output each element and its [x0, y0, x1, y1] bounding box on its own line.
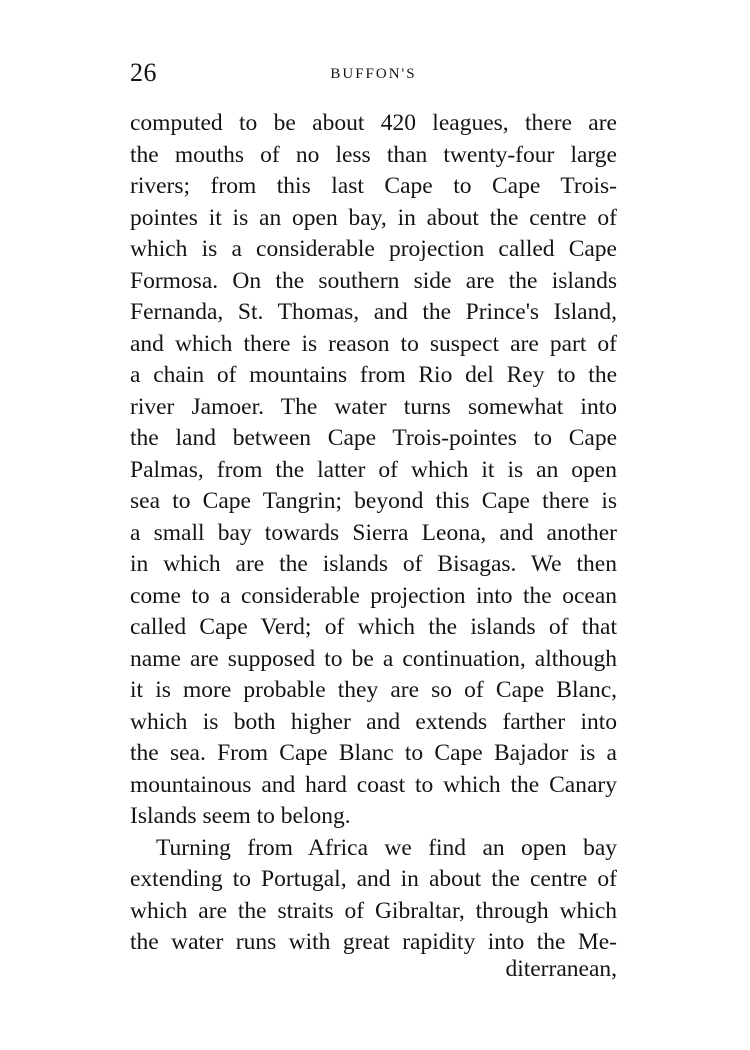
text-line: computed to be about 420 leagues, there are [130, 110, 617, 136]
text-line: Fernanda, St. Thomas, and the Prince's Island, [130, 299, 617, 325]
catchword: diterranean, [505, 956, 617, 982]
text-line: come to a considerable projection into the ocean [130, 582, 617, 609]
text-line: which are the straits of Gibraltar, through which [130, 897, 617, 924]
running-head [130, 58, 617, 92]
paragraph-start-line: Turning from Africa we find an open bay [156, 834, 617, 861]
text-line: mountainous and hard coast to which the Canary [130, 771, 617, 798]
text-line: the land between Cape Trois-pointes to Cape [130, 425, 617, 451]
text-line: the mouths of no less than twenty-four large [130, 141, 617, 168]
body-text [130, 108, 617, 959]
text-line: the water runs with great rapidity into the Me- [130, 929, 617, 955]
text-line: sea to Cape Tangrin; beyond this Cape there is [130, 488, 617, 514]
text-line: which is a considerable projection called Cape [130, 236, 617, 262]
text-line: and which there is reason to suspect are part of [130, 330, 617, 357]
text-line: in which are the islands of Bisagas. We then [130, 551, 617, 577]
text-line: name are supposed to be a continuation, although [130, 645, 617, 672]
text-line: rivers; from this last Cape to Cape Trois- [130, 173, 617, 199]
text-line: extending to Portugal, and in about the centre of [130, 866, 617, 892]
text-line: pointes it is an open bay, in about the centre of [130, 204, 617, 231]
running-title: BUFFON'S [330, 66, 417, 82]
text-line: a small bay towards Sierra Leona, and another [130, 519, 617, 546]
paragraph-end-line: Islands seem to belong. [130, 803, 351, 829]
text-line: Palmas, from the latter of which it is an open [130, 456, 617, 483]
text-line: the sea. From Cape Blanc to Cape Bajador is a [130, 740, 617, 766]
text-line: it is more probable they are so of Cape Blanc, [130, 677, 617, 703]
text-line: a chain of mountains from Rio del Rey to the [130, 362, 617, 388]
text-line: river Jamoer. The water turns somewhat into [130, 393, 617, 420]
text-line: called Cape Verd; of which the islands of that [130, 614, 617, 640]
text-line: Formosa. On the southern side are the islands [130, 267, 617, 294]
text-line: which is both higher and extends farther into [130, 708, 617, 735]
page-number: 26 [130, 58, 157, 87]
